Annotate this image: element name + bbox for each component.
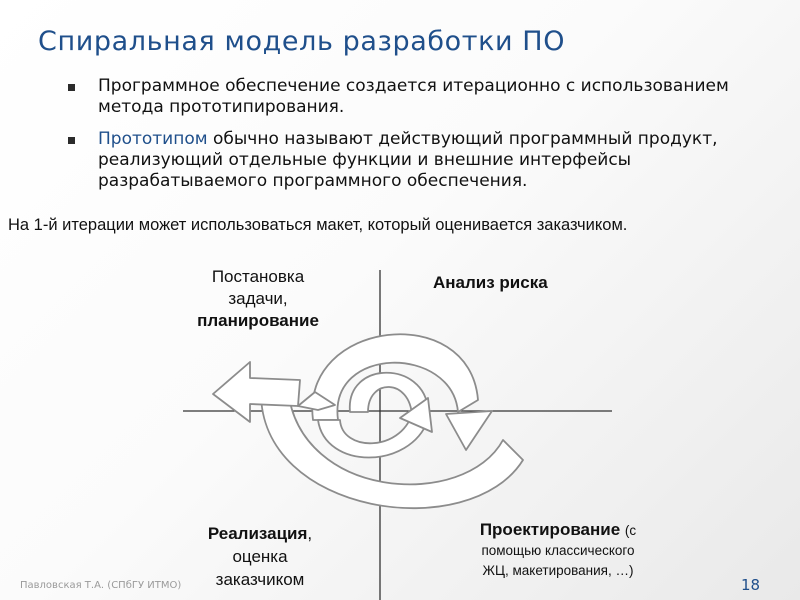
design-line-3: ЖЦ, макетирования, …) bbox=[482, 563, 634, 578]
design-line-1 bbox=[444, 520, 672, 541]
quadrant-risk-label: Анализ риска bbox=[433, 273, 548, 292]
implementation-line-3: заказчиком bbox=[215, 570, 305, 589]
design-paren: (с bbox=[624, 523, 637, 538]
planning-line-1: Постановка bbox=[211, 267, 305, 286]
spiral-right-arrowhead bbox=[446, 411, 492, 450]
design-term: Проектирование bbox=[479, 520, 621, 539]
bullet-highlight-term: Прототипом bbox=[98, 129, 208, 149]
implementation-comma: , bbox=[307, 524, 313, 543]
planning-line-3: планирование bbox=[197, 311, 319, 330]
bullet-text: обычно называют действующий программный продукт, реализующий отдельные функции и внешние интерфейсы разрабатываемого программного обеспечения. bbox=[98, 129, 718, 191]
implementation-term: Реализация bbox=[207, 524, 308, 543]
spiral-arrows bbox=[213, 334, 523, 508]
slide-title: Спиральная модель разработки ПО bbox=[38, 26, 566, 57]
quadrant-planning-label bbox=[168, 266, 348, 332]
footer-author: Павловская Т.А. (СПбГУ ИТМО) bbox=[20, 580, 182, 591]
quadrant-implementation-label bbox=[170, 522, 350, 591]
implementation-line-1 bbox=[170, 522, 350, 545]
design-line-2: помощью классического bbox=[481, 543, 635, 558]
planning-line-2: задачи, bbox=[228, 289, 288, 308]
iteration-note: На 1-й итерации может использоваться макет, который оценивается заказчиком. bbox=[8, 216, 628, 234]
page-number: 18 bbox=[741, 576, 761, 594]
bullet-text: Программное обеспечение создается итерационно с использованием метода прототипирования. bbox=[98, 76, 729, 117]
quadrant-design-label bbox=[444, 520, 672, 581]
implementation-line-2: оценка bbox=[232, 547, 288, 566]
